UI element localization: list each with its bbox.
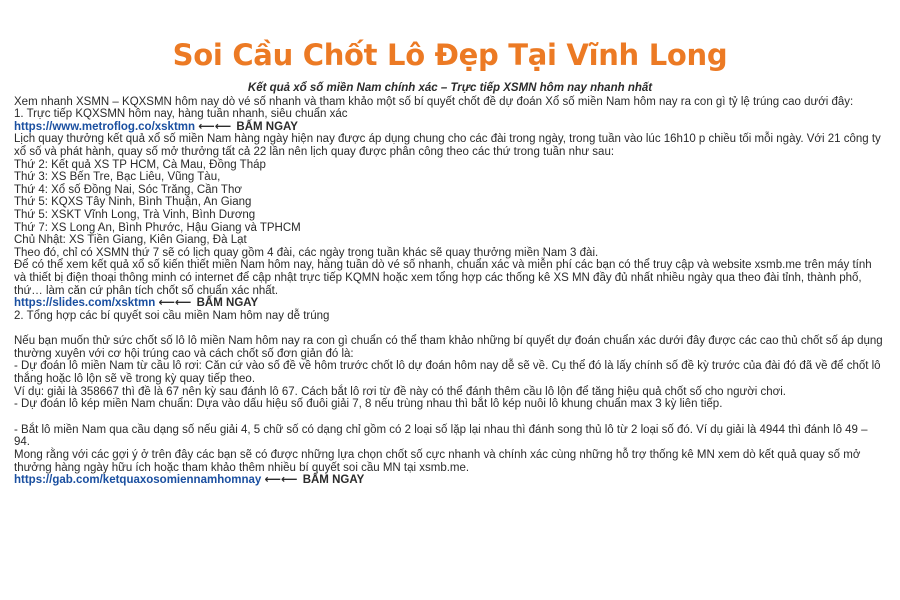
page-title: Soi Cầu Chốt Lô Đẹp Tại Vĩnh Long (172, 38, 728, 72)
left-arrow-icon: ⟵⟵ (158, 297, 192, 310)
left-arrow-icon: ⟵⟵ (264, 474, 298, 487)
tips-intro-paragraph: Nếu bạn muốn thử sức chốt số lô lô miền Nam hôm nay ra con gì chuẩn có thể tham khảo những bí quyết dự đoán chuẩn xác dưới đây được các cao thủ chốt số áp dụng thường xuyên với cơ hội trúng cao và cách chốt số đơn giản đó là: (14, 335, 883, 360)
section-1-heading: 1. Trực tiếp KQXSMN hôm nay, hàng tuần nhanh, siêu chuẩn xác (14, 108, 348, 121)
link-row-1 (14, 121, 886, 134)
click-now-label[interactable]: BẤM NGAY (236, 120, 298, 133)
schedule-item-tue: Thứ 3: XS Bến Tre, Bạc Liêu, Vũng Tàu, (14, 171, 221, 184)
schedule-item-fri: Thứ 5: XSKT Vĩnh Long, Trà Vinh, Bình Dương (14, 208, 256, 221)
document-body (14, 82, 886, 487)
gab-link[interactable]: https://gab.com/ketquaxosomiennamhomnay (14, 474, 262, 487)
tip-falling-lot-example: Ví dụ: giải là 358667 thì đề là 67 nên kỳ sau đánh lô 67. Cách bắt lô rơi từ đề này có thể đánh thêm cầu lô lộn để tăng hiệu quả chốt số cho người chơi. (14, 385, 786, 398)
document-subtitle: Kết quả xổ số miền Nam chính xác – Trực tiếp XSMN hôm nay nhanh nhất (247, 82, 653, 94)
intro-paragraph: Xem nhanh XSMN – KQXSMN hôm nay dò vé số nhanh và tham khảo một số bí quyết chốt đề dự đoán Xổ số miền Nam hôm nay ra con gì tỷ lệ trúng cao dưới đây: (14, 95, 854, 108)
schedule-note: Theo đó, chỉ có XSMN thứ 7 sẽ có lịch quay gồm 4 đài, các ngày trong tuần khác sẽ quay thưởng miền Nam 3 đài. (14, 246, 599, 259)
spacer (14, 411, 886, 424)
schedule-item-sat: Thứ 7: XS Long An, Bình Phước, Hậu Giang và TPHCM (14, 221, 301, 234)
click-now-label[interactable]: BẤM NGAY (302, 474, 365, 487)
tip-falling-lot: - Dự đoán lô miền Nam từ cầu lô rơi: Căn cứ vào số đề về hôm trước chốt lô dự đoán hôm nay dễ sẽ về. Cụ thể đó là lấy chính số đề kỳ trước của đài đó đã về để chốt lô thắng hoặc lô lộn sẽ về trong kỳ quay tiếp theo. (14, 360, 881, 386)
tip-double-lot: - Dự đoán lô kép miền Nam chuẩn: Dựa vào dấu hiệu số đuôi giải 7, 8 nếu trùng nhau thì bắt lô kép nuôi lô khung chuẩn max 3 kỳ liên tiếp. (14, 398, 723, 411)
website-paragraph: Để có thể xem kết quả xổ số kiến thiết miền Nam hôm nay, hàng tuần dò vé số nhanh, chuẩn xác và miễn phí các bạn có thể truy cập và website xsmb.me trên máy tính và thiết bị điện thoại thông minh có internet để cập nhật trực tiếp KQMN hoặc xem tổng hợp các thống kê XS MN đầy đủ nhất nhiều ngày qua theo đài tỉnh, thành phố, thứ… làm căn cứ phân tích chốt số chuẩn xác nhất. (14, 259, 872, 297)
section-2-heading: 2. Tổng hợp các bí quyết soi cầu miền Nam hôm nay dễ trúng (14, 309, 330, 322)
link-row-2 (14, 297, 886, 310)
schedule-item-wed: Thứ 4: Xổ số Đồng Nai, Sóc Trăng, Cần Thơ (14, 183, 242, 196)
metroflog-link[interactable]: https://www.metroflog.co/xsktmn (14, 120, 196, 133)
schedule-item-thu: Thứ 5: KQXS Tây Ninh, Bình Thuận, An Giang (14, 196, 252, 209)
left-arrow-icon: ⟵⟵ (198, 120, 232, 133)
schedule-item-mon: Thứ 2: Kết quả XS TP HCM, Cà Mau, Đồng Tháp (14, 158, 266, 171)
closing-paragraph: Mong rằng với các gợi ý ở trên đây các bạn sẽ có được những lựa chọn chốt số cực nhanh và chính xác cùng những hỗ trợ thống kê MN xem dò kết quả quay số mở thưởng hàng ngày hữu ích hoặc tham khảo thêm nhiều bí quyết soi cầu MN tại xsmb.me. (14, 449, 861, 474)
tip-number-pattern: - Bắt lô miền Nam qua cầu dạng số nếu giải 4, 5 chữ số có dạng chỉ gồm có 2 loại số lặp lại nhau thì đánh song thủ lô từ 2 loại số đó. Ví dụ giải là 4944 thì đánh lô 49 – 94. (14, 423, 868, 449)
click-now-label[interactable]: BẤM NGAY (196, 297, 259, 310)
link-row-3 (14, 474, 886, 487)
slides-link[interactable]: https://slides.com/xsktmn (14, 297, 156, 310)
schedule-item-sun: Chủ Nhật: XS Tiền Giang, Kiên Giang, Đà Lạt (14, 234, 247, 247)
schedule-intro: Lịch quay thưởng kết quả xổ số miền Nam hàng ngày hiện nay được áp dụng chung cho các đài trong ngày, trong tuần vào lúc 16h10 p chiều tối mỗi ngày. Với 21 công ty xổ số và phát hành, quay số mở thưởng tất cả 22 lần nên lịch quay được phân công theo các thứ trong tuần như sau: (14, 133, 881, 158)
spacer (14, 322, 886, 335)
